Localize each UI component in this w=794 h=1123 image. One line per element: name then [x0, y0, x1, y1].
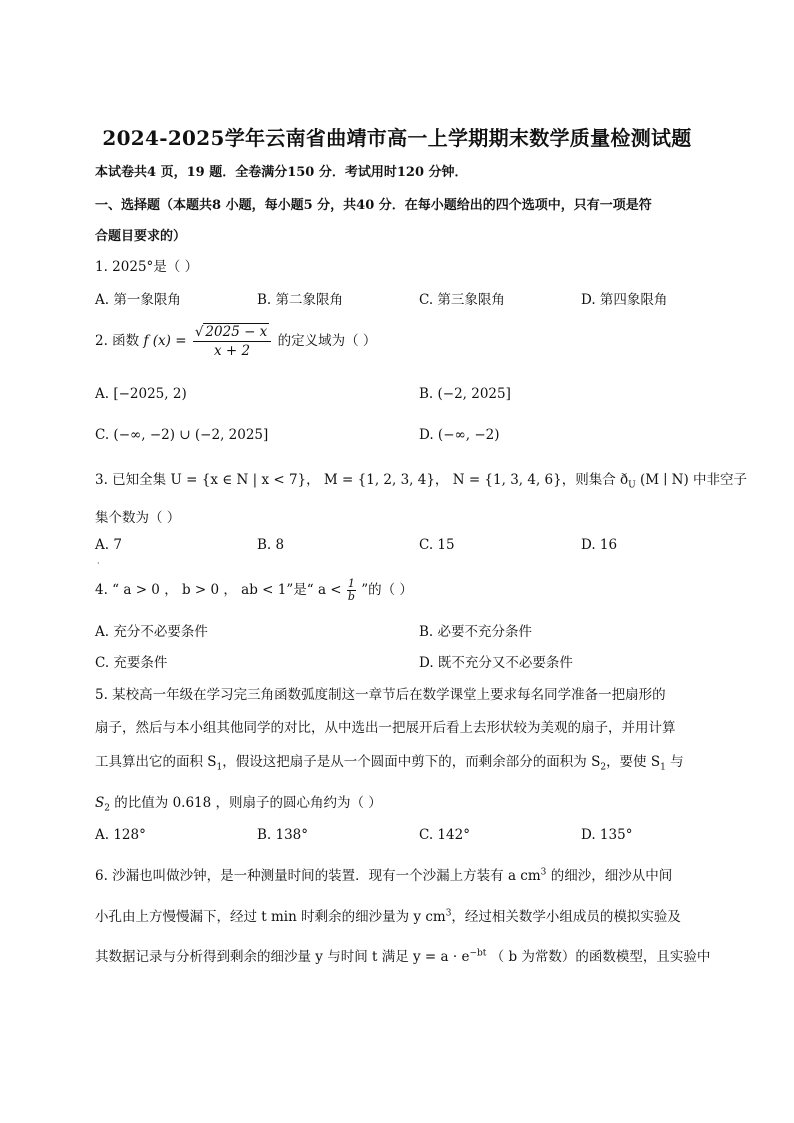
q2-option-c: C. (−∞, −2) ∪ (−2, 2025] [95, 427, 269, 443]
q5-sub1: 1 [216, 762, 223, 773]
q4-option-c: C. 充要条件 [95, 655, 168, 671]
q3-option-c: C. 15 [419, 537, 455, 553]
q6-sup1: 3 [540, 867, 547, 878]
q4-frac-den: b [347, 590, 355, 603]
q5-option-c: C. 142° [419, 827, 470, 843]
q6-l3-a: 其数据记录与分析得到剩余的细沙量 y 与时间 t 满足 y = a · e [95, 949, 470, 965]
page-title: 2024-2025学年云南省曲靖市高一上学期期末数学质量检测试题 [102, 126, 692, 150]
q3-text: 3. 已知全集 U = {x ∈ N | x < 7}， M = {1, 2, 3, 4}， N = {1, 3, 4, 6}，则集合 ð [95, 472, 629, 488]
q3-option-d: D. 16 [581, 537, 618, 553]
q4-prefix: 4. “ a > 0 ， b > 0 ， ab < 1”是“ a < [95, 582, 342, 598]
q6-l1-b: 的细沙，细沙从中间 [546, 868, 673, 884]
q5-l3-b: ，假设这把扇子是从一个圆面中剪下的，而剩余部分的面积为 S [222, 754, 601, 770]
section-heading-line1: 一、选择题（本题共8 小题，每小题5 分，共40 分．在每小题给出的四个选项中，只有一项是符 [95, 198, 652, 213]
question-5-line4 [95, 791, 382, 814]
stray-mark: · [97, 559, 100, 568]
q5-option-d: D. 135° [581, 827, 633, 843]
q3-option-b: B. 8 [257, 537, 285, 553]
q5-l3-d: 与 [665, 754, 684, 770]
q2-fraction: $\frac{√ 2025 - x}{x + 2}$ [193, 323, 271, 360]
q2-denominator: x + 2 [214, 343, 251, 359]
exam-intro: 本试卷共4 页，19 题．全卷满分150 分．考试用时120 分钟． [95, 165, 468, 180]
q5-option-a: A. 128° [95, 827, 146, 843]
q2-suffix: 的定义域为（ ） [277, 333, 377, 349]
q4-option-d: D. 既不充分又不必要条件 [419, 655, 573, 671]
section-heading-line2: 合题目要求的） [95, 229, 187, 244]
question-2-text [95, 323, 376, 360]
q4-option-b: B. 必要不充分条件 [419, 624, 533, 640]
q1-option-a: A. 第一象限角 [95, 292, 181, 308]
q2-prefix: 2. 函数 [95, 333, 140, 349]
q5-sub2b: 2 [104, 803, 110, 814]
q5-l3-c: ，要使 S [606, 754, 661, 770]
q2-numerator: 2025 − x [205, 324, 268, 340]
question-5-line1: 5. 某校高一年级在学习完三角函数弧度制这一章节后在数学课堂上要求每名同学准备一把扇形的 [95, 687, 666, 703]
q6-l2-b: ，经过相关数学小组成员的模拟实验及 [451, 909, 681, 925]
question-5-line2: 扇子，然后与本小组其他同学的对比，从中选出一把展开后看上去形状较为美观的扇子，并用计算 [95, 720, 676, 736]
question-6-line3 [95, 945, 710, 965]
q6-exp: −bt [469, 948, 487, 959]
q1-option-c: C. 第三象限角 [419, 292, 505, 308]
q4-frac-num: 1 [347, 577, 355, 590]
q2-function: f (x) = [143, 333, 187, 349]
question-6-line2 [95, 905, 681, 925]
q1-option-b: B. 第二象限角 [257, 292, 344, 308]
question-3-line1 [95, 468, 747, 491]
q4-fraction [347, 578, 356, 603]
question-6-line1 [95, 864, 672, 884]
q2-option-a: A. [−2025, 2) [95, 386, 187, 402]
q5-l4-b: 的比值为 0.618 ，则扇子的圆心角约为（ ） [109, 795, 382, 811]
q3-option-a: A. 7 [95, 537, 122, 553]
q2-option-b: B. (−2, 2025] [419, 386, 511, 402]
q2-option-d: D. (−∞, −2) [419, 427, 500, 443]
q4-option-a: A. 充分不必要条件 [95, 624, 208, 640]
q5-option-b: B. 138° [257, 827, 309, 843]
q5-l3-a: 工具算出它的面积 S [95, 754, 217, 770]
q1-option-d: D. 第四象限角 [581, 292, 668, 308]
q6-l2-a: 小孔由上方慢慢漏下，经过 t min 时剩余的细沙量为 y cm [95, 909, 446, 925]
q5-l4-a: S [95, 795, 105, 811]
q6-l3-b: （ b 为常数）的函数模型，且实验中 [486, 949, 711, 965]
q5-sub2: 2 [600, 762, 607, 773]
question-1-text: 1. 2025°是（ ） [95, 259, 199, 275]
question-3-line2: 集个数为（ ） [95, 510, 181, 526]
q3-subscript: U [628, 480, 636, 491]
question-5-line3 [95, 750, 684, 773]
q3-text-end: (M ∣ N) 中非空子 [635, 472, 747, 488]
q4-suffix: ”的（ ） [361, 582, 413, 598]
q5-sub1b: 1 [660, 762, 666, 773]
question-4-text [95, 578, 413, 603]
q6-l1-a: 6. 沙漏也叫做沙钟，是一种测量时间的装置．现有一个沙漏上方装有 a cm [95, 868, 541, 884]
q6-sup2: 3 [445, 908, 452, 919]
